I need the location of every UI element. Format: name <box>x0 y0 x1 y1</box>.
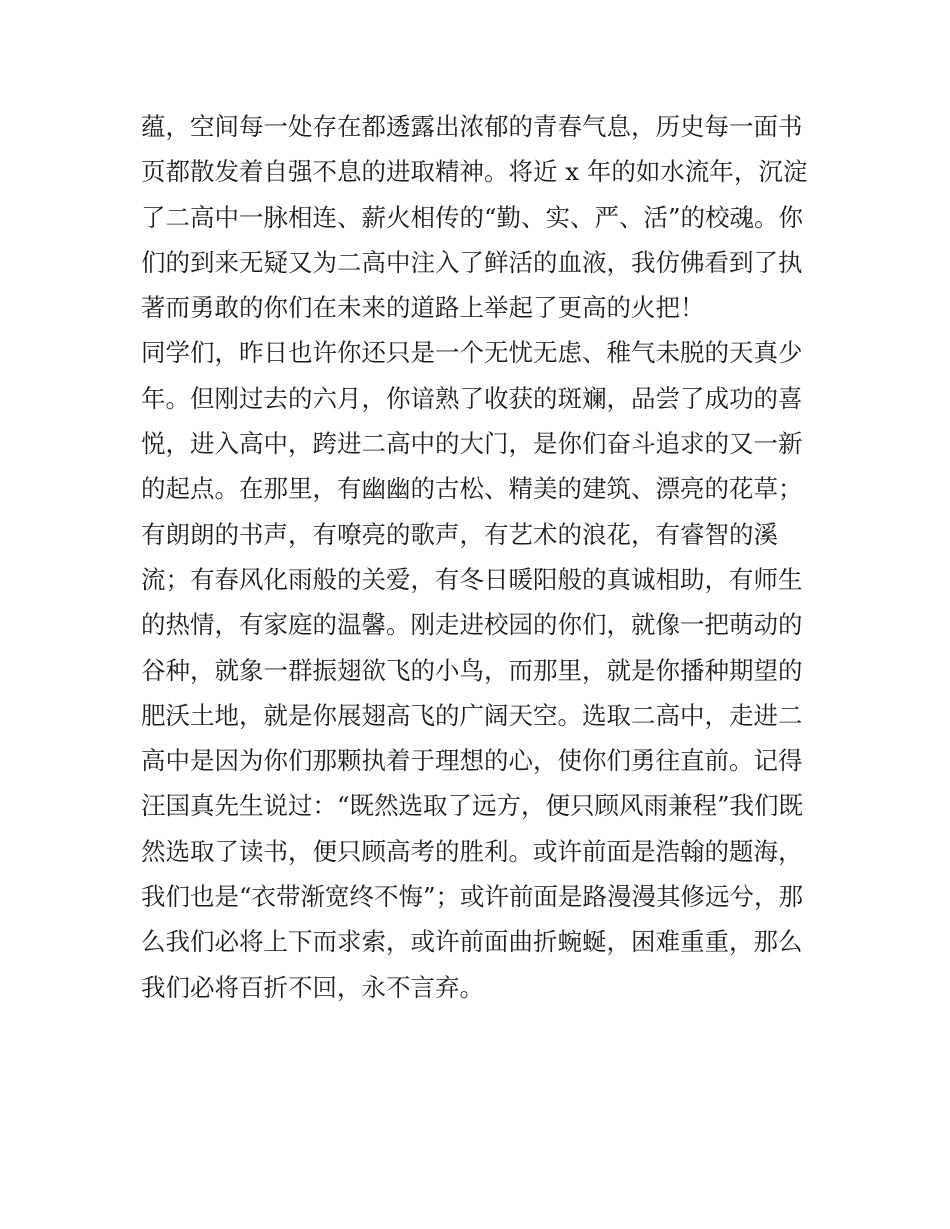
text-line: 汪国真先生说过：“既然选取了远方，便只顾风雨兼程”我们既 <box>141 791 804 821</box>
text-line: 年。但刚过去的六月，你谙熟了收获的斑斓，品尝了成功的喜 <box>141 383 803 413</box>
text-line: 同学们，昨日也许你还只是一个无忧无虑、稚气未脱的天真少 <box>141 338 803 368</box>
body-text <box>141 104 821 1010</box>
text-line: 的起点。在那里，有幽幽的古松、精美的建筑、漂亮的花草； <box>141 474 803 504</box>
text-line: 高中是因为你们那颗执着于理想的心，使你们勇往直前。记得 <box>141 746 803 776</box>
text-line: 我们必将百折不回，永不言弃。 <box>141 972 484 1002</box>
text-line: 页都散发着自强不息的进取精神。将近 x 年的如水流年，沉淀 <box>141 157 808 187</box>
text-line: 了二高中一脉相连、薪火相传的“勤、实、严、活”的校魂。你 <box>141 202 804 232</box>
text-line: 蕴，空间每一处存在都透露出浓郁的青春气息，历史每一面书 <box>141 112 803 141</box>
text-line: 流；有春风化雨般的关爱，有冬日暖阳般的真诚相助，有师生 <box>141 564 803 594</box>
text-line: 我们也是“衣带渐宽终不悔”；或许前面是路漫漫其修远兮，那 <box>141 882 804 912</box>
text-line: 的热情，有家庭的温馨。刚走进校园的你们，就像一把萌动的 <box>141 610 803 640</box>
text-line: 谷种，就象一群振翅欲飞的小鸟，而那里，就是你播种期望的 <box>141 655 803 685</box>
text-line: 悦，进入高中，跨进二高中的大门，是你们奋斗追求的又一新 <box>141 429 803 459</box>
text-line: 们的到来无疑又为二高中注入了鲜活的血液，我仿佛看到了执 <box>141 247 803 277</box>
text-line: 有朗朗的书声，有嘹亮的歌声，有艺术的浪花，有睿智的溪 <box>141 519 778 549</box>
text-line: 肥沃土地，就是你展翅高飞的广阔天空。选取二高中，走进二 <box>141 700 803 730</box>
text-line: 然选取了读书，便只顾高考的胜利。或许前面是浩翰的题海， <box>141 836 803 866</box>
text-line: 么我们必将上下而求索，或许前面曲折蜿蜒，困难重重，那么 <box>141 927 803 957</box>
text-line: 著而勇敢的你们在未来的道路上举起了更高的火把！ <box>141 293 705 323</box>
